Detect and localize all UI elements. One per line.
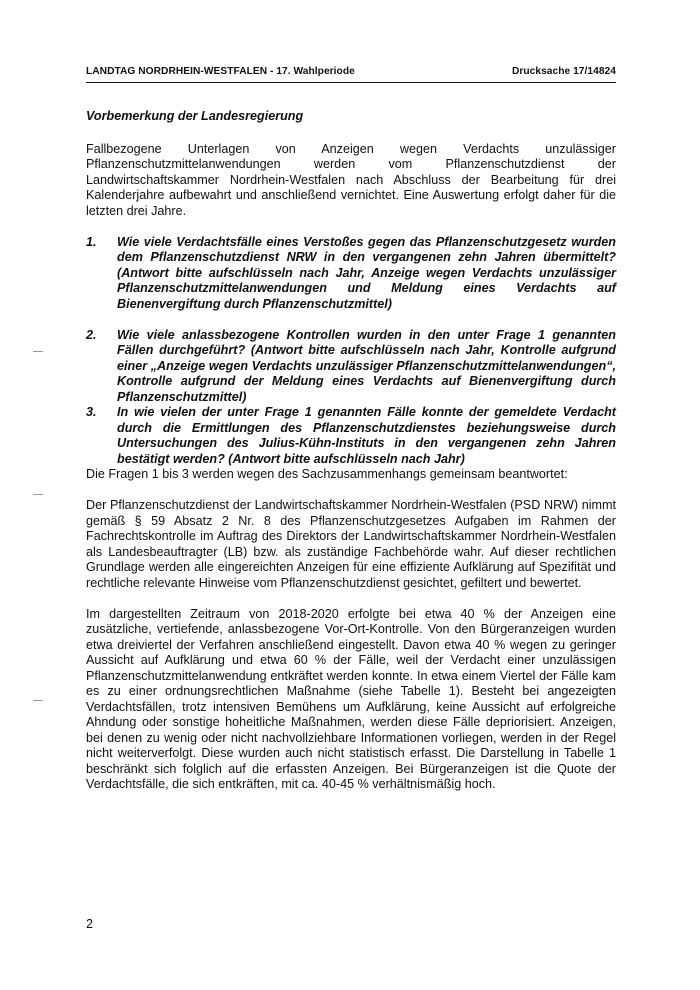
margin-mark xyxy=(33,494,43,495)
question-number: 2. xyxy=(86,327,97,342)
page-number: 2 xyxy=(86,917,94,931)
document-body xyxy=(86,109,616,808)
answer-intro: Die Fragen 1 bis 3 werden wegen des Sachzusammenhangs gemeinsam beantwortet: xyxy=(86,467,568,481)
answer-paragraph-2: Im dargestellten Zeitraum von 2018-2020 erfolgte bei etwa 40 % der Anzeigen eine zusätzliche, vertiefende, anlassbezogene Vor-Ort-Kontrolle. Von den Bürgeranzeigen wurden etwa dreiviertel der Verfahren anschließend eingestellt. Davon etwa 40 % wegen zu geringer Aussicht auf Aufklärung und etwa 60 % der Fälle, weil der Verdacht einer unzulässigen Pflanzenschutzmittelanwendung entkräftet werden konnte. In etwa einem Viertel der Fälle kam es zu einer ordnungsrechtlichen Maßnahme (siehe Tabelle 1). Besteht bei angezeigten Verdachtsfällen, trotz intensiven Bemühens um Aufklärung, keine Aussicht auf erfolgreiche Ahndung oder sonstige hoheitliche Maßnahmen, werden diese Fälle depriorisiert. Anzeigen, bei denen zu wenig oder nicht nachvollziehbare Informationen vorliegen, werden in der Regel nicht weiterverfolgt. Diese wurden auch nicht statistisch erfasst. Die Darstellung in Tabelle 1 beschränkt sich folglich auf die erfassten Anzeigen. Bei Bürgeranzeigen ist die Quote der Verdachtsfälle, die sich entkräften, mit ca. 40-45 % verhältnismäßig hoch. xyxy=(86,606,616,791)
question-number: 3. xyxy=(86,405,97,419)
question-number: 1. xyxy=(86,234,97,249)
question-2 xyxy=(86,328,616,406)
preliminary-text: Fallbezogene Unterlagen von Anzeigen wegen Verdachts unzulässiger Pflanzenschutzmittelanwendungen werden vom Pflanzenschutzdienst der Landwirtschaftskammer Nordrhein-Westfalen nach Abschluss der Bearbeitung für drei Kalenderjahre aufbewahrt und anschließend vernichtet. Eine Auswertung erfolgt daher für die letzten drei Jahre. xyxy=(86,141,616,218)
question-text: Wie viele anlassbezogene Kontrollen wurden in den unter Frage 1 genannten Fällen durchgeführt? (Antwort bitte aufschlüsseln nach Jahr, Kontrolle aufgrund einer „Anzeige wegen Verdachts unzulässiger Pflanzenschutzmittelanwendungen“, Kontrolle aufgrund der Meldung eines Verdachts auf Bienenvergiftung durch Pflanzenschutzmittel) xyxy=(117,327,616,404)
question-3 xyxy=(86,405,616,467)
answer-paragraph-1: Der Pflanzenschutzdienst der Landwirtschaftskammer Nordrhein-Westfalen (PSD NRW) nimmt gemäß § 59 Absatz 2 Nr. 8 des Pflanzenschutzgesetzes Aufgaben im Rahmen der Fachrechtskontrolle im Auftrag des Direktors der Landwirtschaftskammer Nordrhein-Westfalen als Landesbeauftragter (LB) bzw. als zuständige Fachbehörde wahr. Auf dieser rechtlichen Grundlage werden alle eingereichten Anzeigen für eine effiziente Aufklärung auf Spezifität und rechtliche relevante Hinweise vom Pflanzenschutzdienst gesichtet, gefiltert und bewertet. xyxy=(86,498,616,590)
question-text: Wie viele Verdachtsfälle eines Verstoßes gegen das Pflanzenschutzgesetz wurden dem Pflanzenschutzdienst NRW in den vergangenen zehn Jahren übermittelt? (Antwort bitte aufschlüsseln nach Jahr, Anzeige wegen Verdachts unzulässiger Pflanzenschutzmittelanwendungen und Meldung eines Verdachts auf Bienenvergiftung durch Pflanzenschutzmittel) xyxy=(117,234,616,311)
page-header xyxy=(86,66,616,77)
margin-mark xyxy=(33,700,43,701)
preliminary-title: Vorbemerkung der Landesregierung xyxy=(86,109,304,123)
question-1 xyxy=(86,235,616,313)
header-title: LANDTAG NORDRHEIN-WESTFALEN - 17. Wahlperiode xyxy=(86,66,355,77)
question-text: In wie vielen der unter Frage 1 genannten Fälle konnte der gemeldete Verdacht durch die Ermittlungen des Pflanzenschutzdienstes beziehungsweise durch Untersuchungen des Julius-Kühn-Instituts in den vergangenen zehn Jahren bestätigt werden? (Antwort bitte aufschlüsseln nach Jahr) xyxy=(117,405,616,466)
document-number: Drucksache 17/14824 xyxy=(511,66,616,77)
margin-mark xyxy=(33,351,43,352)
header-divider xyxy=(86,82,616,83)
